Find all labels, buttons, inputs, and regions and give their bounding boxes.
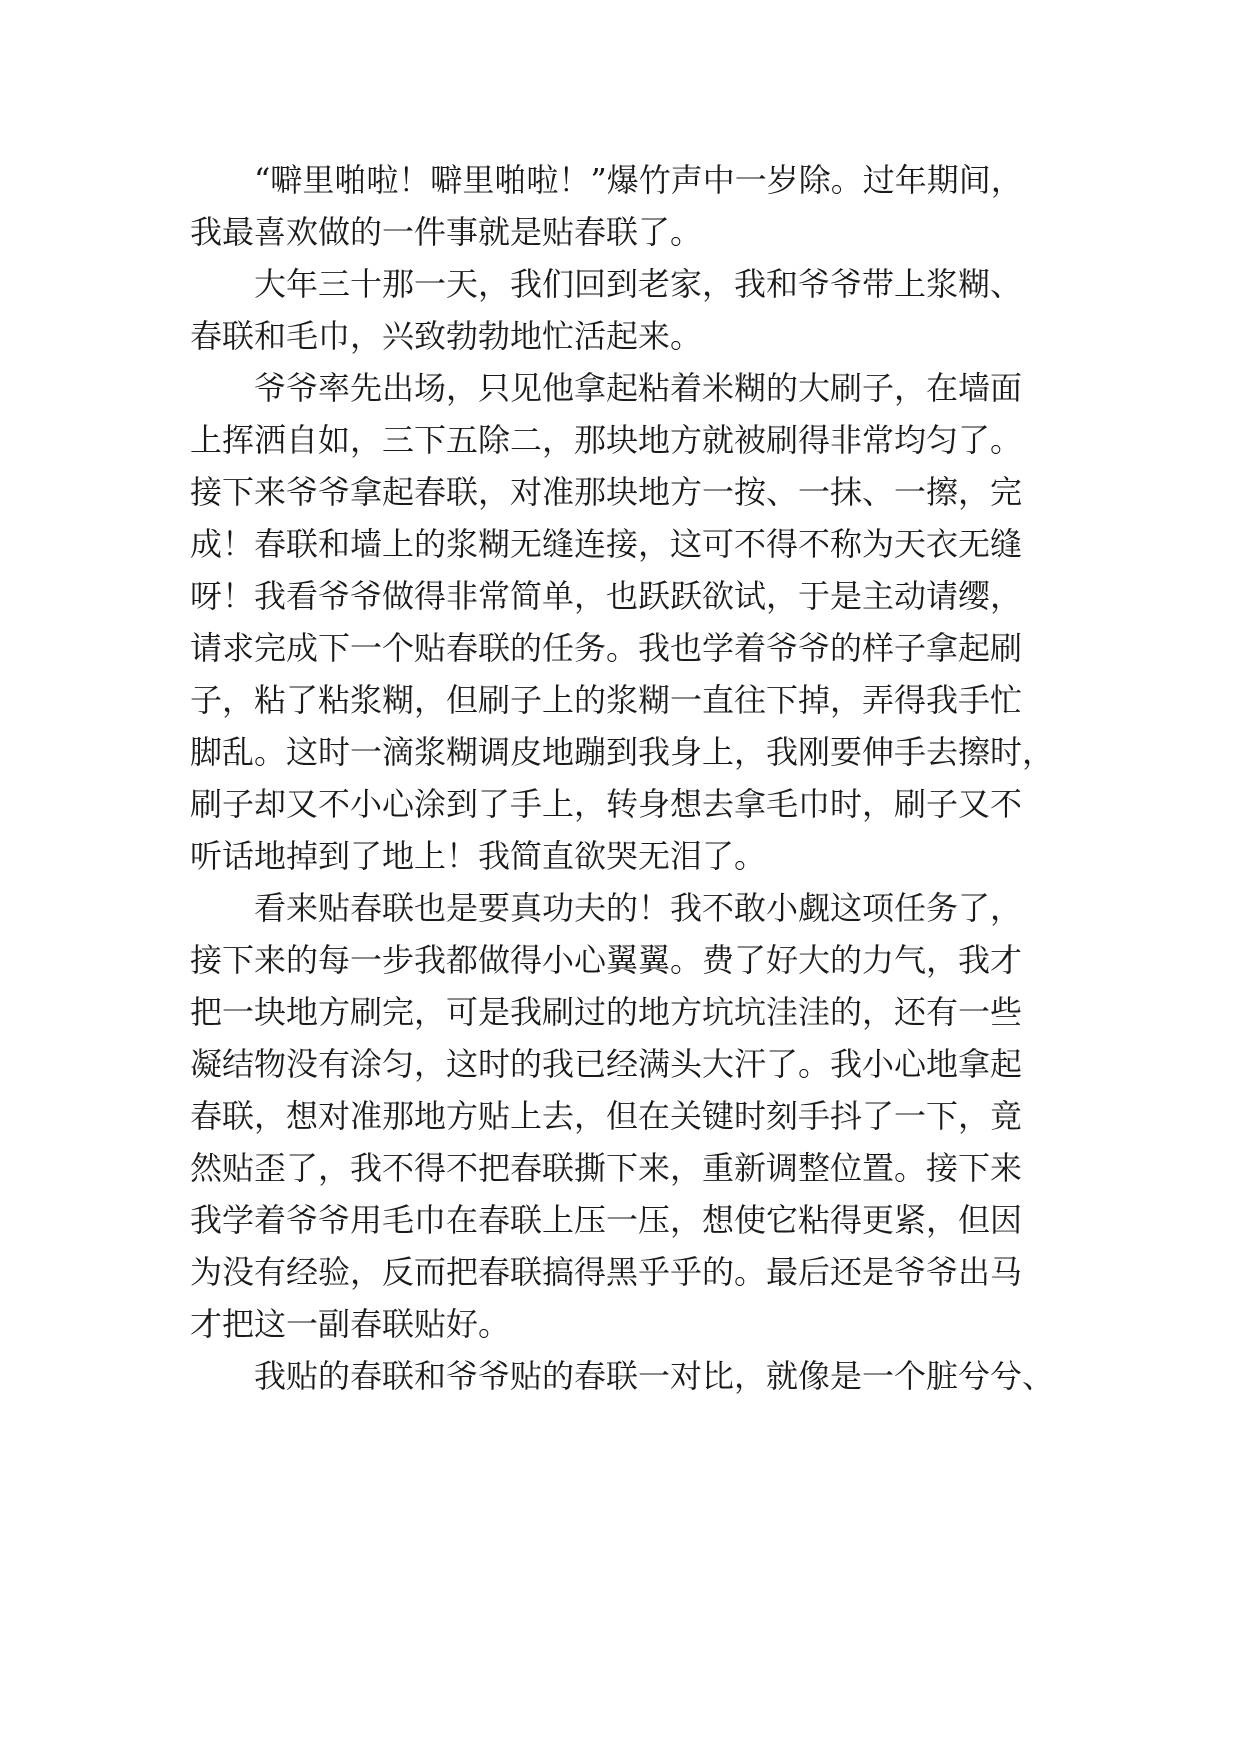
paragraph-2-line-1: 大年三十那一天，我们回到老家，我和爷爷带上浆糊、 <box>254 265 1023 303</box>
paragraph-3-line-7: 子，粘了粘浆糊，但刷子上的浆糊一直往下掉，弄得我手忙 <box>190 681 1023 719</box>
paragraph-4-line-2: 接下来的每一步我都做得小心翼翼。费了好大的力气，我才 <box>190 941 1023 979</box>
paragraph-3-line-2: 上挥洒自如，三下五除二，那块地方就被刷得非常均匀了。 <box>190 421 1023 459</box>
paragraph-4-line-9: 才把这一副春联贴好。 <box>190 1305 511 1343</box>
paragraph-4-line-6: 然贴歪了，我不得不把春联撕下来，重新调整位置。接下来 <box>190 1149 1023 1187</box>
paragraph-4-line-1: 看来贴春联也是要真功夫的！我不敢小觑这项任务了， <box>254 889 1023 927</box>
paragraph-3-line-6: 请求完成下一个贴春联的任务。我也学着爷爷的样子拿起刷 <box>190 629 1023 667</box>
paragraph-1-line-2: 我最喜欢做的一件事就是贴春联了。 <box>190 213 703 251</box>
paragraph-4-line-3: 把一块地方刷完，可是我刷过的地方坑坑洼洼的，还有一些 <box>190 993 1023 1031</box>
paragraph-4-line-7: 我学着爷爷用毛巾在春联上压一压，想使它粘得更紧，但因 <box>190 1201 1023 1239</box>
paragraph-3-line-9: 刷子却又不小心涂到了手上，转身想去拿毛巾时，刷子又不 <box>190 785 1023 823</box>
paragraph-3-line-10: 听话地掉到了地上！我简直欲哭无泪了。 <box>190 837 767 875</box>
paragraph-3-line-8: 脚乱。这时一滴浆糊调皮地蹦到我身上，我刚要伸手去擦时， <box>190 733 1055 771</box>
paragraph-3-line-5: 呀！我看爷爷做得非常简单，也跃跃欲试，于是主动请缨， <box>190 577 1023 615</box>
paragraph-4-line-8: 为没有经验，反而把春联搞得黑乎乎的。最后还是爷爷出马 <box>190 1253 1023 1291</box>
paragraph-3-line-3: 接下来爷爷拿起春联，对准那块地方一按、一抹、一擦，完 <box>190 473 1023 511</box>
paragraph-3-line-1: 爷爷率先出场，只见他拿起粘着米糊的大刷子，在墙面 <box>254 369 1023 407</box>
paragraph-5-line-1: 我贴的春联和爷爷贴的春联一对比，就像是一个脏兮兮、 <box>254 1357 1055 1395</box>
paragraph-4-line-4: 凝结物没有涂匀，这时的我已经满头大汗了。我小心地拿起 <box>190 1045 1023 1083</box>
paragraph-1-line-1: “噼里啪啦！噼里啪啦！”爆竹声中一岁除。过年期间， <box>254 161 1023 199</box>
paragraph-4-line-5: 春联，想对准那地方贴上去，但在关键时刻手抖了一下，竟 <box>190 1097 1023 1135</box>
paragraph-2-line-2: 春联和毛巾，兴致勃勃地忙活起来。 <box>190 317 703 355</box>
paragraph-3-line-4: 成！春联和墙上的浆糊无缝连接，这可不得不称为天衣无缝 <box>190 525 1023 563</box>
